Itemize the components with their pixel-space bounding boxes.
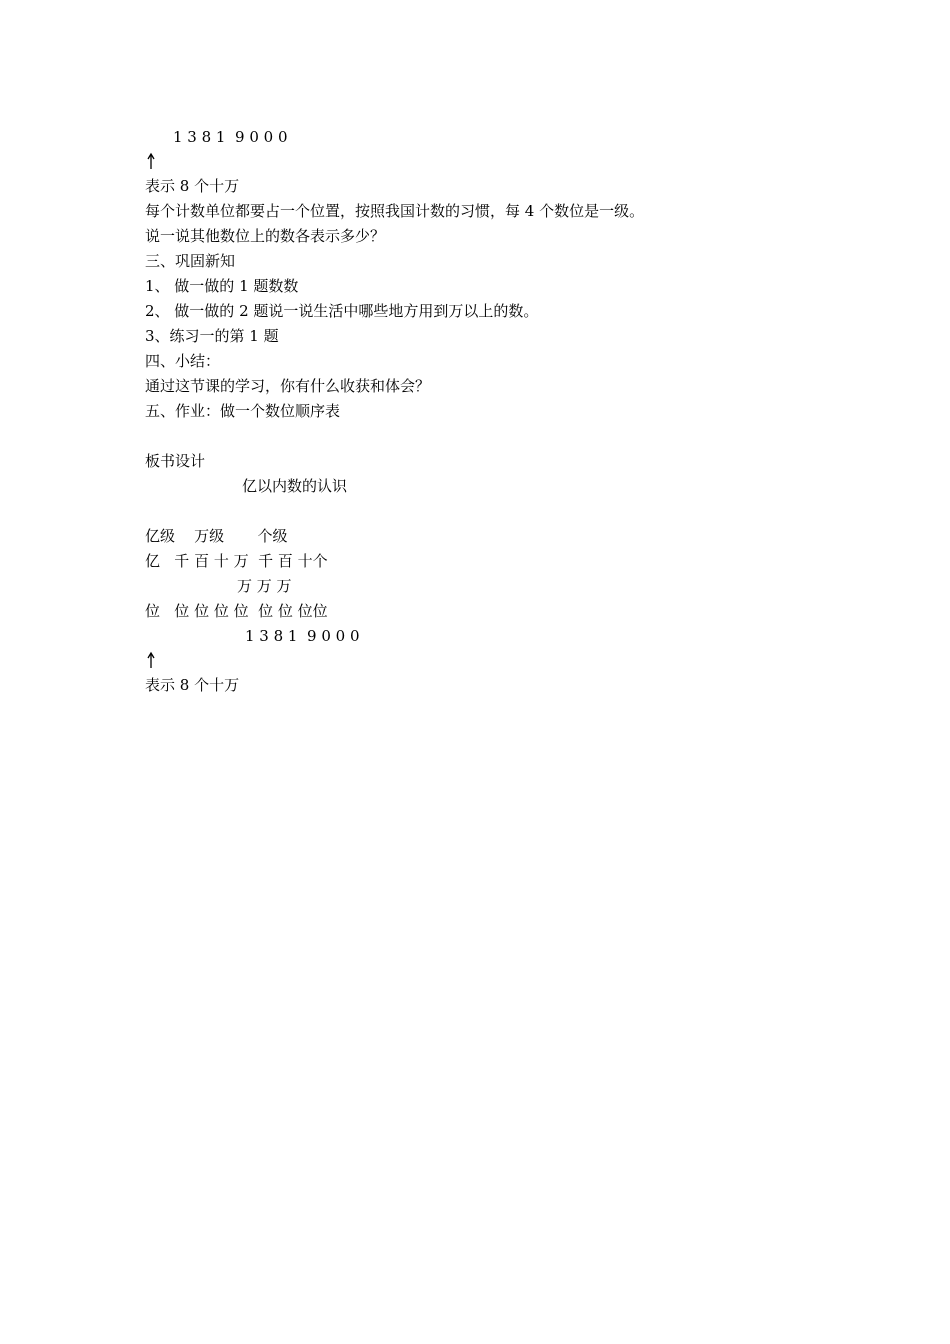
list-item-1: 1、 做一做的 1 题数数 bbox=[145, 277, 299, 295]
note-top: 表示 8 个十万 bbox=[145, 177, 240, 195]
board-levels-row: 亿级 万级 个级 bbox=[145, 527, 288, 545]
board-places-row-1: 亿 千 百 十 万 千 百 十个 bbox=[145, 552, 328, 570]
summary-question: 通过这节课的学习，你有什么收获和体会？ bbox=[145, 377, 431, 395]
board-title: 亿以内数的认识 bbox=[242, 477, 348, 495]
section-4-heading: 四、小结： bbox=[145, 352, 221, 370]
note-bottom: 表示 8 个十万 bbox=[145, 676, 240, 694]
up-arrow-icon bbox=[145, 151, 157, 171]
up-arrow-icon bbox=[145, 650, 157, 670]
section-5-heading: 五、作业：做一个数位顺序表 bbox=[145, 402, 341, 420]
list-item-2: 2、 做一做的 2 题说一说生活中哪些地方用到万以上的数。 bbox=[145, 302, 539, 320]
list-item-3: 3、练习一的第 1 题 bbox=[145, 327, 279, 345]
board-number-row: 1 3 8 1 9 0 0 0 bbox=[245, 627, 360, 645]
number-row-top: 1 3 8 1 9 0 0 0 bbox=[173, 128, 288, 146]
para-question: 说一说其他数位上的数各表示多少？ bbox=[145, 227, 386, 245]
para-units: 每个计数单位都要占一个位置，按照我国计数的习惯，每 4 个数位是一级。 bbox=[145, 202, 645, 220]
board-places-row-2: 万 万 万 bbox=[237, 577, 292, 595]
section-3-heading: 三、巩固新知 bbox=[145, 252, 236, 270]
board-places-row-3: 位 位 位 位 位 位 位 位位 bbox=[145, 602, 328, 620]
board-heading: 板书设计 bbox=[145, 452, 206, 470]
